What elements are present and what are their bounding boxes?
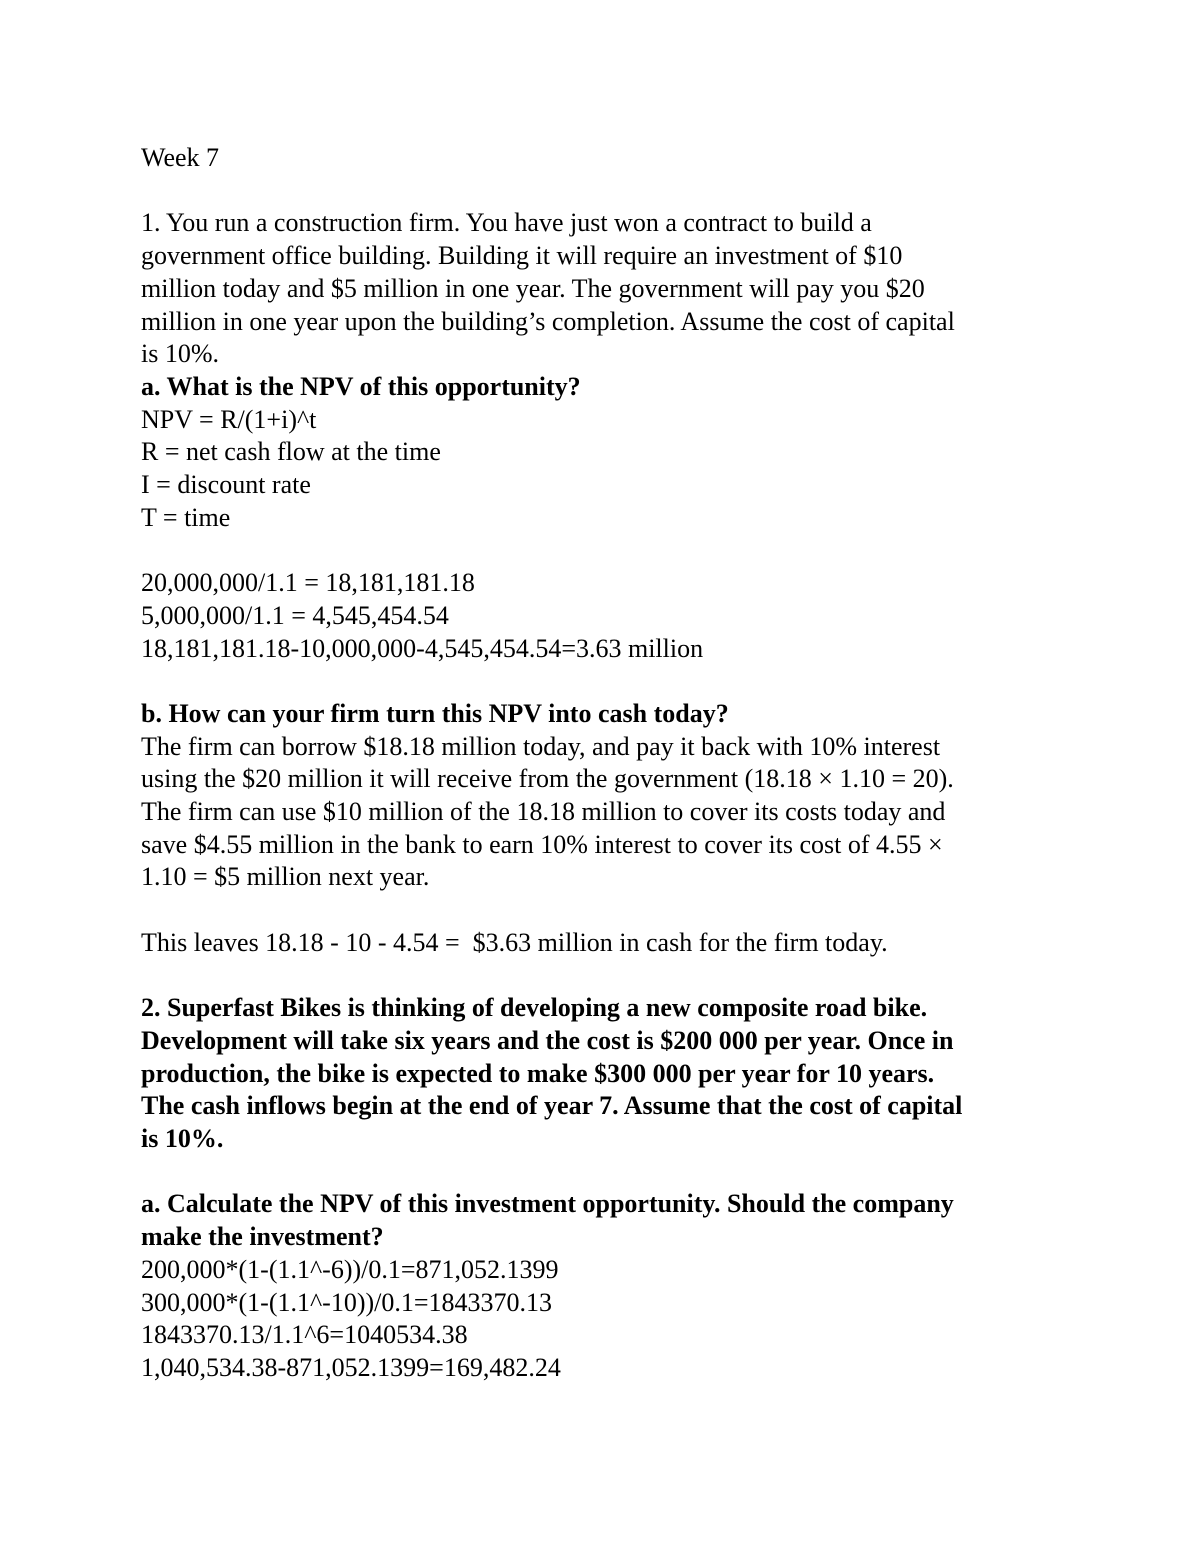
spacer bbox=[141, 1156, 1051, 1189]
q1a-formula-line: NPV = R/(1+i)^t bbox=[141, 404, 317, 434]
document-body bbox=[141, 142, 1051, 1385]
q1-prompt-line: 1. You run a construction firm. You have just won a contract to build a bbox=[141, 208, 872, 238]
q1-prompt-line: million today and $5 million in one year. The government will pay you $20 bbox=[141, 273, 925, 303]
q2a-calc-line: 200,000*(1-(1.1^-6))/0.1=871,052.1399 bbox=[141, 1254, 559, 1284]
q1b-answer-line: 1.10 = $5 million next year. bbox=[141, 862, 430, 892]
q1a-formula-line: I = discount rate bbox=[141, 470, 311, 500]
spacer bbox=[141, 175, 1051, 208]
q1a-formula-line: R = net cash flow at the time bbox=[141, 437, 441, 467]
spacer bbox=[141, 665, 1051, 698]
q2-prompt-line: The cash inflows begin at the end of year 7. Assume that the cost of capital bbox=[141, 1091, 963, 1121]
q2a-calc-line: 300,000*(1-(1.1^-10))/0.1=1843370.13 bbox=[141, 1287, 553, 1317]
spacer bbox=[141, 960, 1051, 993]
q1b-question: b. How can your firm turn this NPV into cash today? bbox=[141, 698, 729, 728]
q1-prompt-line: government office building. Building it will require an investment of $10 bbox=[141, 241, 903, 271]
q1a-question: a. What is the NPV of this opportunity? bbox=[141, 371, 581, 401]
q2-prompt-line: Development will take six years and the cost is $200 000 per year. Once in bbox=[141, 1025, 954, 1055]
q2a-calc-line: 1843370.13/1.1^6=1040534.38 bbox=[141, 1320, 468, 1350]
q1-prompt-line: million in one year upon the building’s completion. Assume the cost of capital bbox=[141, 306, 955, 336]
q1a-calc-line: 5,000,000/1.1 = 4,545,454.54 bbox=[141, 600, 449, 630]
q2a-question-line: a. Calculate the NPV of this investment opportunity. Should the company bbox=[141, 1189, 954, 1219]
q2-prompt-line: is 10%. bbox=[141, 1124, 224, 1154]
q2a-calc-line: 1,040,534.38-871,052.1399=169,482.24 bbox=[141, 1352, 561, 1382]
q1b-answer-line: The firm can use $10 million of the 18.18 million to cover its costs today and bbox=[141, 797, 946, 827]
document-title: Week 7 bbox=[141, 143, 220, 172]
q1a-calc-line: 20,000,000/1.1 = 18,181,181.18 bbox=[141, 568, 475, 598]
spacer bbox=[141, 534, 1051, 567]
q1a-formula-line: T = time bbox=[141, 502, 231, 532]
q1b-conclusion: This leaves 18.18 - 10 - 4.54 = $3.63 million in cash for the firm today. bbox=[141, 927, 888, 957]
q2a-question-line: make the investment? bbox=[141, 1222, 384, 1252]
q1-prompt-line: is 10%. bbox=[141, 339, 219, 369]
q1b-answer-line: save $4.55 million in the bank to earn 10% interest to cover its cost of 4.55 × bbox=[141, 829, 943, 859]
q2-prompt-line: 2. Superfast Bikes is thinking of developing a new composite road bike. bbox=[141, 993, 928, 1023]
q1a-calc-line: 18,181,181.18-10,000,000-4,545,454.54=3.63 million bbox=[141, 633, 704, 663]
spacer bbox=[141, 894, 1051, 927]
q1b-answer-line: The firm can borrow $18.18 million today, and pay it back with 10% interest bbox=[141, 731, 941, 761]
q2-prompt-line: production, the bike is expected to make $300 000 per year for 10 years. bbox=[141, 1058, 935, 1088]
q1b-answer-line: using the $20 million it will receive from the government (18.18 × 1.10 = 20). bbox=[141, 764, 954, 794]
